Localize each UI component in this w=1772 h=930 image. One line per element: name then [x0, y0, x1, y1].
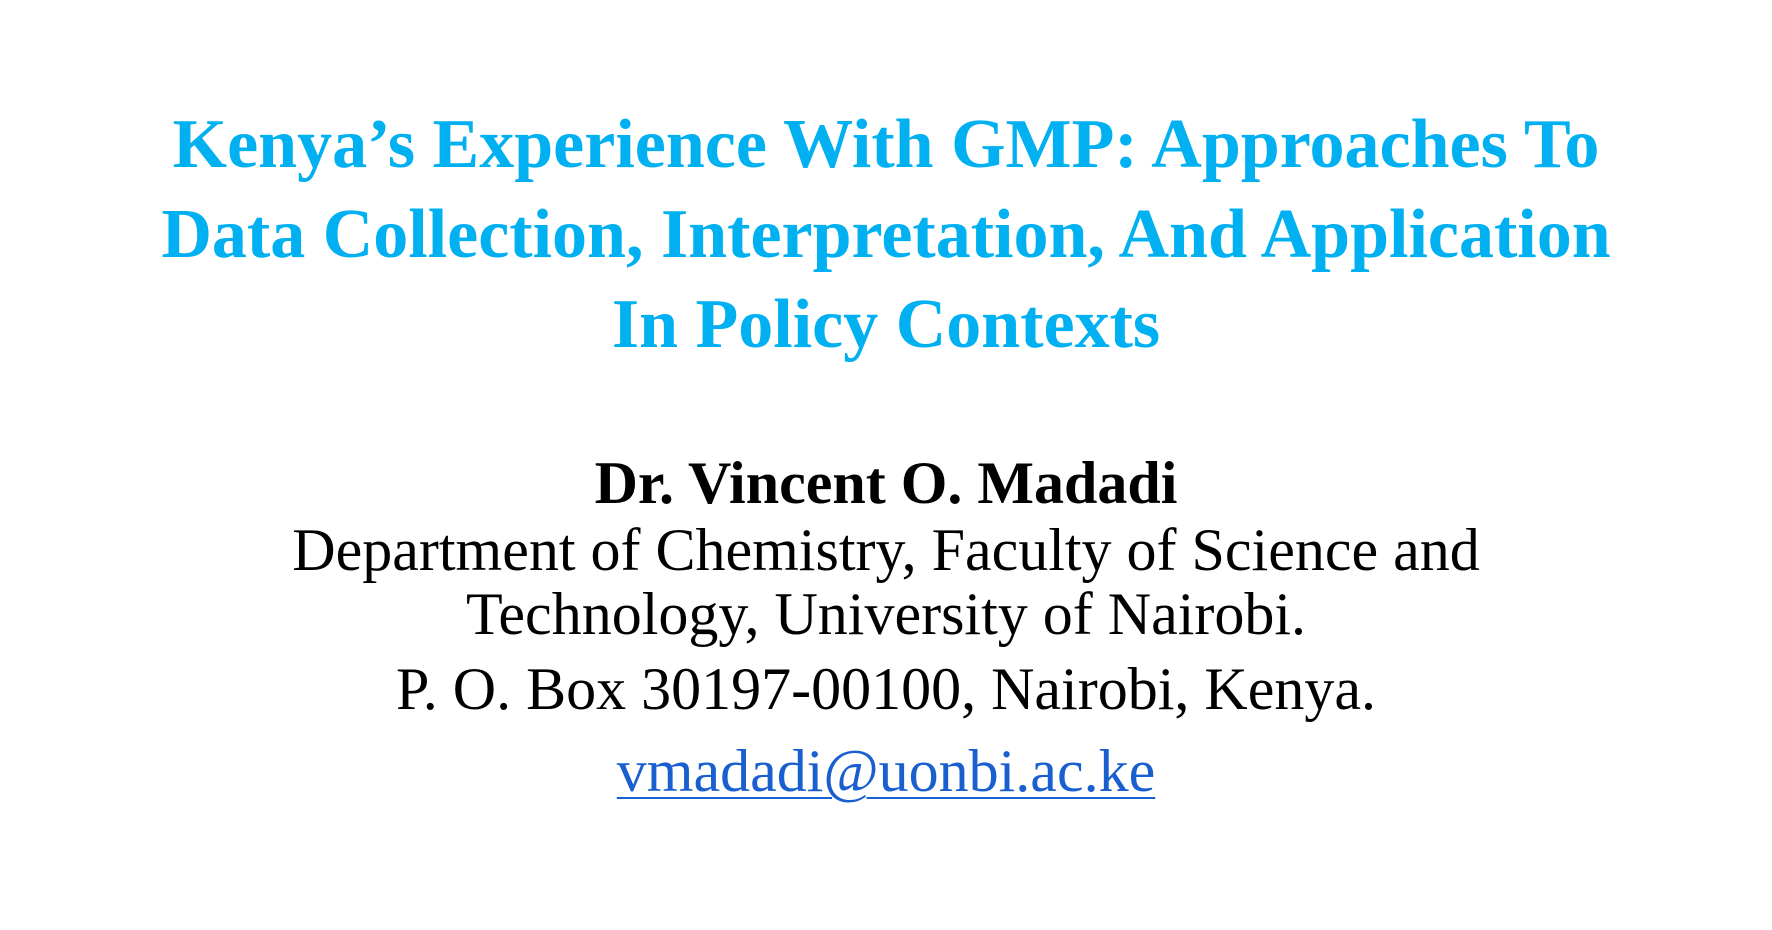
affiliation-line-2: Technology, University of Nairobi. [465, 581, 1307, 647]
email-link[interactable]: vmadadi@uonbi.ac.ke [616, 738, 1156, 804]
title-line-1: Kenya’s Experience With GMP: Approaches To [172, 106, 1600, 183]
title-line-2: Data Collection, Interpretation, And Application [161, 196, 1611, 273]
presentation-title [0, 100, 1772, 370]
postal-address: P. O. Box 30197-00100, Nairobi, Kenya. [396, 656, 1376, 722]
author-name: Dr. Vincent O. Madadi [594, 450, 1178, 516]
author-affiliation [0, 518, 1772, 646]
affiliation-line-1: Department of Chemistry, Faculty of Science and [292, 517, 1480, 583]
title-line-3: In Policy Contexts [611, 286, 1161, 363]
author-block [0, 448, 1772, 806]
